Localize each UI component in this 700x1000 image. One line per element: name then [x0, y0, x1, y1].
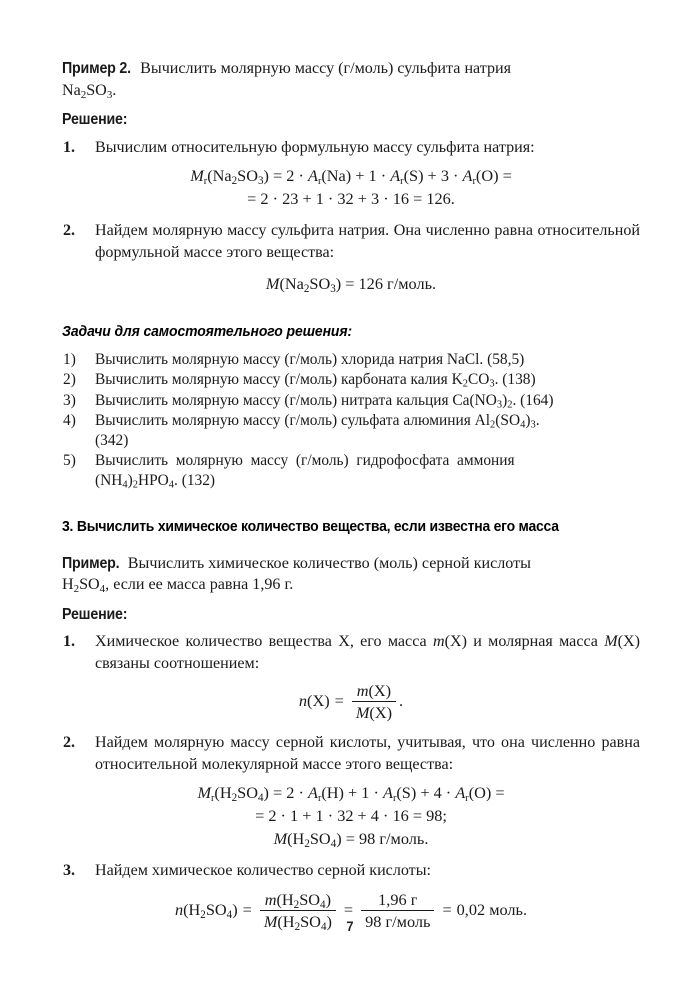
task-text: Вычислить молярную массу (г/моль) гидрофосфата аммония $(NH_4)_2HPO_4$. (132) — [95, 452, 515, 492]
fraction-denominator: M(X) — [355, 702, 393, 722]
section3-heading: 3. Вычислить химическое количество вещества, если известна его масса — [62, 517, 559, 535]
section3-steps-2 — [62, 732, 640, 775]
example-statement-text: Вычислить химическое количество (моль) серной кислоты — [127, 554, 531, 572]
final-result: 0,02 моль. — [456, 900, 528, 920]
step-number: 3. — [63, 862, 76, 880]
equation-m-h2so4: $M(H_2SO_4) = 98$ г/моль. — [273, 829, 429, 851]
step-item — [62, 631, 640, 674]
task-text: Вычислить молярную массу (г/моль) карбоната калия $K_2CO_3$. (138) — [95, 371, 536, 391]
page-number: 7 — [346, 918, 354, 934]
list-item — [62, 350, 640, 370]
equation-mr-na2so3-line2: = 2 · 23 + 1 · 32 + 3 · 16 = 126. — [247, 189, 455, 209]
equation-mr-h2so4-line2: = 2 · 1 + 1 · 32 + 4 · 16 = 98; — [255, 806, 447, 826]
example2-solution-label-line — [62, 109, 640, 131]
tasks-heading: Задачи для самостоятельного решения: — [62, 322, 353, 340]
equation-n-definition: n(X) = $\frac{m(X)}{M(X)}$ . — [298, 680, 404, 722]
fraction-numerator: $m(H_2SO_4)$ — [260, 890, 336, 911]
task-number: 2) — [63, 371, 76, 389]
example-statement-tail: , если ее масса равна 1,96 г. — [105, 576, 294, 594]
equation-mr-na2so3-line1: $Mr(Na_2SO_3) = 2 \cdot Ar(Na) + 1 \cdot Ar(S) + 3 \cdot Ar(O)$ = — [190, 166, 512, 188]
page-content — [62, 58, 640, 931]
section3-steps-3 — [62, 860, 640, 882]
equation-final-n-h2so4: $n(H_2SO_4)$ = $\frac{m(H_2SO_4)}{M(H_2SO_4)}$ = $\frac{1,96 г}{\text{98 г/моль}}$ = 0,02 моль. — [174, 889, 528, 933]
step-item — [62, 137, 640, 159]
example2-statement-text: Вычислить молярную массу (г/моль) сульфита натрия — [140, 60, 512, 77]
solution-label-2: Решение: — [62, 605, 128, 623]
list-item — [62, 370, 640, 390]
fraction-m-over-M — [352, 681, 396, 722]
task-text: Вычислить молярную массу (г/моль) хлорида натрия NaCl. (58,5) — [95, 351, 525, 369]
example2-statement-formula: $Na_2SO_3$. — [62, 81, 117, 101]
section3-heading-line — [62, 518, 640, 535]
example-statement-formula: $H_2SO_4$ — [62, 576, 106, 596]
list-item — [62, 451, 640, 491]
equation-mr-h2so4-line1: $Mr(H_2SO_4) = 2 \cdot Ar(H) + 1 \cdot Ar(S) + 4 \cdot Ar(O)$ = — [197, 783, 505, 805]
tasks-heading-line — [62, 321, 640, 343]
task-number: 4) — [63, 411, 76, 429]
fraction-numerator: m(X) — [352, 681, 396, 702]
step-text: Вычислим относительную формульную массу сульфита натрия: — [95, 138, 535, 156]
task-number: 3) — [63, 391, 76, 409]
list-item — [62, 411, 640, 451]
solution-label-1: Решение: — [62, 111, 128, 129]
section3-solution-label-line — [62, 604, 640, 626]
step-text: Найдем молярную массу сульфита натрия. Она численно равна относительной формульной массе этого вещества: — [95, 222, 640, 261]
step-item — [62, 220, 640, 263]
fraction-denominator: 98 г/моль — [365, 911, 431, 931]
step-text: Найдем молярную массу серной кислоты, учитывая, что она численно равна относительной молекулярной массе этого вещества: — [95, 733, 640, 773]
step-item — [62, 860, 640, 882]
example-label: Пример. — [62, 554, 120, 572]
example2-steps-2 — [62, 220, 640, 263]
step-number: 2. — [63, 733, 76, 751]
fraction-numerator: 1,96 г — [361, 890, 434, 911]
section3-steps-1 — [62, 631, 640, 674]
step-item — [62, 732, 640, 775]
final-lhs: $n(H_2SO_4)$ — [174, 900, 238, 922]
step-number: 2. — [63, 222, 76, 240]
example2-statement — [62, 58, 640, 101]
step-text: Найдем химическое количество серной кислоты: — [95, 862, 432, 880]
task-number: 5) — [63, 452, 76, 470]
fraction-denominator: $M(H_2SO_4)$ — [263, 911, 332, 933]
step-number: 1. — [63, 138, 76, 156]
tasks-list — [62, 350, 640, 491]
task-text: Вычислить молярную массу (г/моль) нитрата кальция $Ca(NO_3)_2$. (164) — [95, 391, 554, 411]
step-text: Химическое количество вещества X, его масса m(X) и молярная масса M(X) связаны соотношением: — [95, 633, 640, 672]
section3-example-statement — [62, 553, 640, 596]
example2-steps — [62, 137, 640, 159]
equation-m-na2so3: $M(Na_2SO_3) = 126$ г/моль. — [265, 273, 437, 295]
step-number: 1. — [63, 633, 76, 651]
example2-label: Пример 2. — [62, 60, 131, 77]
task-text: Вычислить молярную массу (г/моль) сульфата алюминия $Al_2(SO_4)_3$. (342) — [95, 411, 540, 449]
list-item — [62, 391, 640, 411]
task-number: 1) — [63, 351, 76, 369]
